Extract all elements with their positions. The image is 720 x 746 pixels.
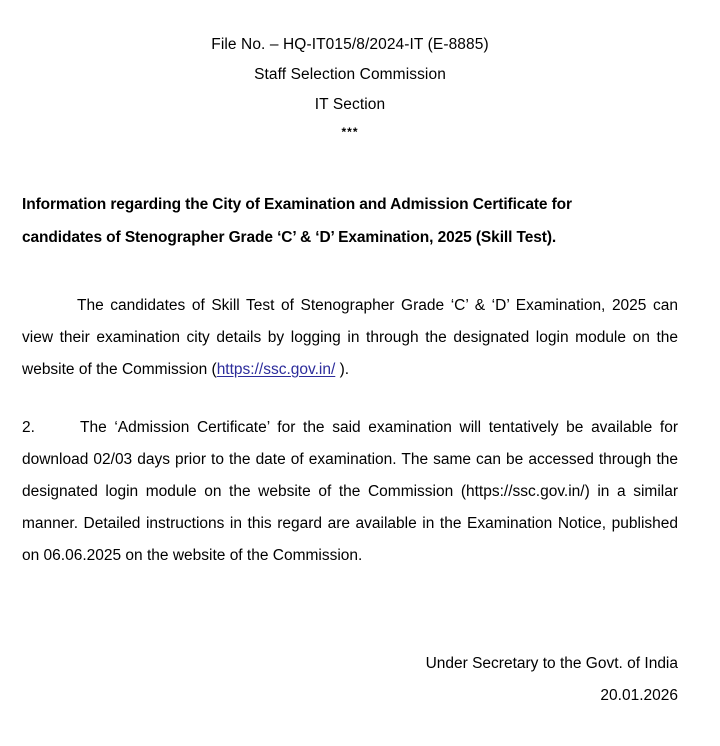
letterhead (22, 30, 678, 144)
separator-asterisks: *** (341, 125, 359, 139)
paragraph-2-number: 2. (22, 419, 35, 436)
subject-heading (22, 188, 678, 254)
paragraph-1 (22, 290, 678, 386)
organisation-name: Staff Selection Commission (254, 66, 446, 83)
signature-date: 20.01.2026 (600, 687, 678, 704)
ssc-website-link[interactable]: https://ssc.gov.in/ (216, 361, 336, 378)
subject-heading-line-1: Information regarding the City of Examination and Admission Certificate for (22, 196, 572, 213)
paragraph-2-text: The ‘Admission Certificate’ for the said examination will tentatively be available for download 02/03 days prior to the date of examination. The same can be accessed through the designated login module on the website of the Commission (https://ssc.gov.in/) in a similar manner. Detailed instructions in this regard are available in the Examination Notice, published on 06.06.2025 on the website of the Commission. (22, 419, 678, 564)
paragraph-2 (22, 412, 678, 572)
signature-block (22, 648, 678, 712)
subject-heading-line-2: candidates of Stenographer Grade ‘C’ & ‘D’ Examination, 2025 (Skill Test). (22, 229, 557, 246)
file-number: File No. – HQ-IT015/8/2024-IT (E-8885) (211, 36, 489, 53)
signatory-designation: Under Secretary to the Govt. of India (425, 655, 678, 672)
paragraph-1-text-after-link: ). (335, 361, 350, 378)
section-name: IT Section (314, 96, 386, 113)
paragraph-1-text-before-link: The candidates of Skill Test of Stenographer Grade ‘C’ & ‘D’ Examination, 2025 can view their examination city details by logging in through the designated login module on the website of the Commission ( (22, 297, 678, 378)
document-content (22, 0, 678, 712)
